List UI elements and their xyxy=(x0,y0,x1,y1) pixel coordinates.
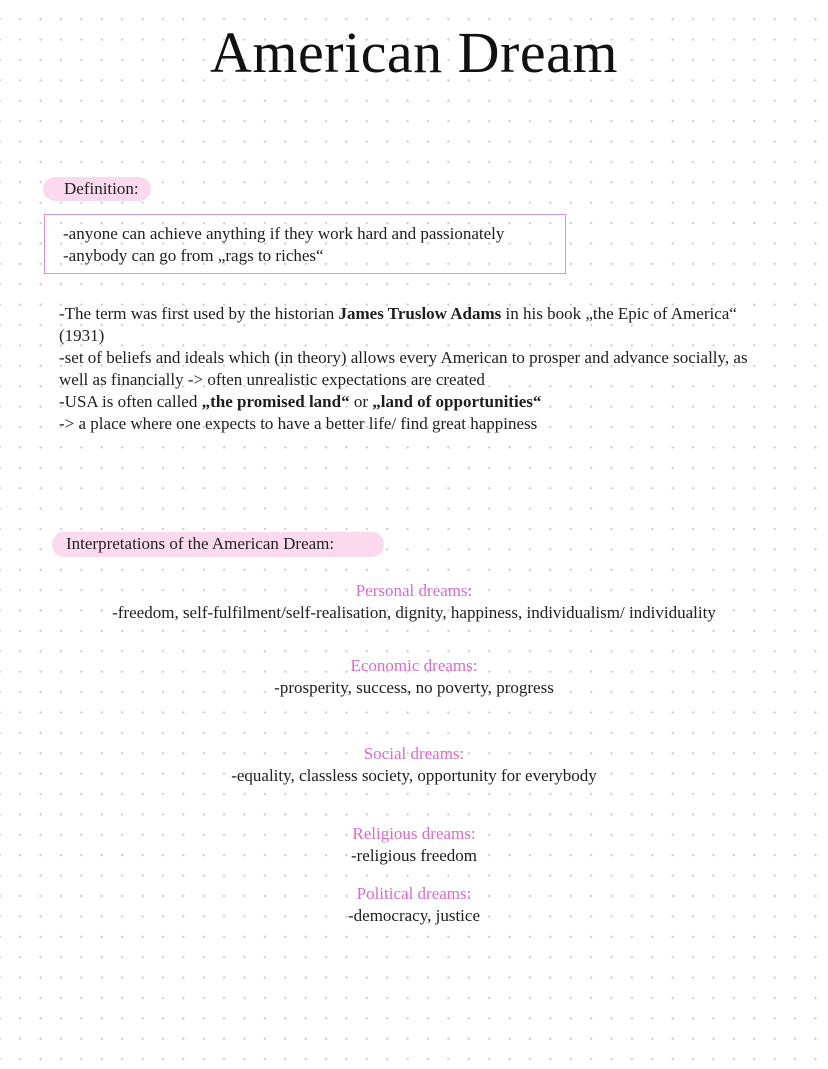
political-dreams-heading: Political dreams: xyxy=(356,884,472,903)
body-paragraph-beliefs: -set of beliefs and ideals which (in theory) allows every American to prosper and advance socially, as well as financially -> often unrealistic expectations are created xyxy=(59,348,748,389)
historian-name: James Truslow Adams xyxy=(338,304,502,323)
land-of-opportunities-term: „land of opportunities“ xyxy=(372,392,542,411)
definition-line-1: -anyone can achieve anything if they work hard and passionately xyxy=(63,224,505,243)
economic-dreams-heading: Economic dreams: xyxy=(350,656,478,675)
religious-dreams-items: -religious freedom xyxy=(350,846,478,865)
promised-land-term: „the promised land“ xyxy=(201,392,350,411)
interpretations-label: Interpretations of the American Dream: xyxy=(52,532,384,557)
body-paragraph-happiness: -> a place where one expects to have a better life/ find great happiness xyxy=(59,414,538,433)
economic-dreams-section xyxy=(0,655,828,699)
social-dreams-heading: Social dreams: xyxy=(363,744,465,763)
economic-dreams-items: -prosperity, success, no poverty, progress xyxy=(274,678,554,697)
body-paragraph-origin xyxy=(59,303,769,347)
origin-text-end: in his book „the Epic of America“ (1931) xyxy=(59,304,737,345)
social-dreams-section xyxy=(0,743,828,787)
personal-dreams-heading: Personal dreams: xyxy=(355,581,473,600)
body-text xyxy=(59,303,769,435)
nickname-text-start: -USA is often called xyxy=(59,392,202,411)
personal-dreams-items: -freedom, self-fulfilment/self-realisation, dignity, happiness, individualism/ individuality xyxy=(112,603,716,622)
page-title: American Dream xyxy=(210,20,618,85)
religious-dreams-heading: Religious dreams: xyxy=(352,824,476,843)
social-dreams-items: -equality, classless society, opportunity for everybody xyxy=(231,766,597,785)
origin-text-start: -The term was first used by the historian xyxy=(59,304,339,323)
definition-label: Definition: xyxy=(43,177,151,201)
nickname-connector: or xyxy=(349,392,373,411)
definition-line-2: -anybody can go from „rags to riches“ xyxy=(63,246,324,265)
definition-box xyxy=(44,214,566,274)
body-paragraph-nickname xyxy=(59,391,769,413)
personal-dreams-section xyxy=(0,580,828,624)
political-dreams-section xyxy=(0,883,828,927)
religious-dreams-section xyxy=(0,823,828,867)
political-dreams-items: -democracy, justice xyxy=(348,906,480,925)
